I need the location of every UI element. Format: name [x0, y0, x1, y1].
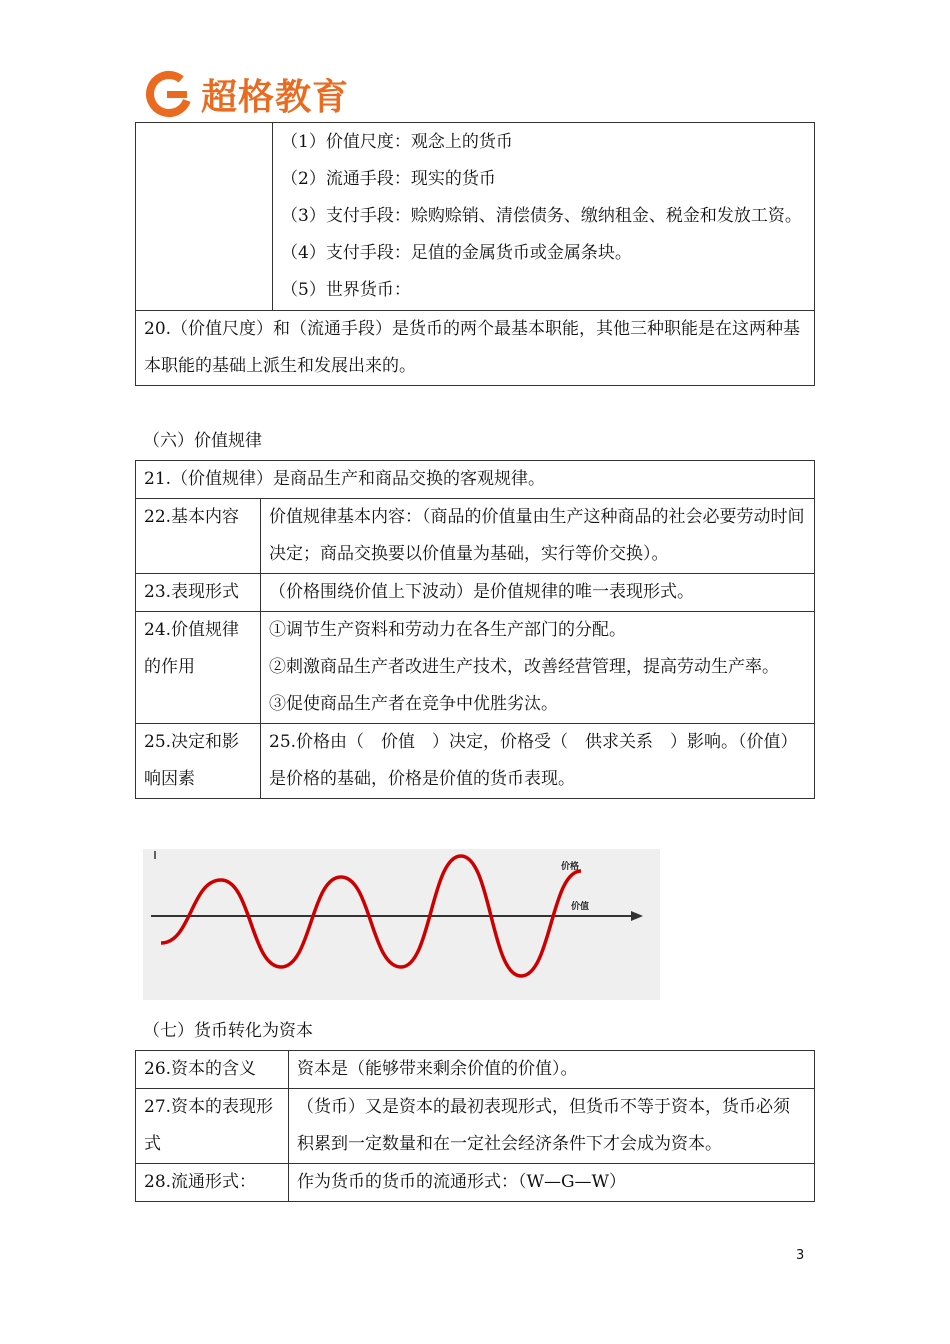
content-line: ②刺激商品生产者改进生产技术，改善经营管理，提高劳动生产率。 [269, 657, 779, 677]
row-content: 资本是（能够带来剩余价值的价值）。 [289, 1051, 815, 1089]
table-row [136, 123, 815, 311]
table-row [136, 612, 815, 724]
value-law-table [135, 460, 815, 799]
row-label: 23.表现形式 [136, 574, 261, 612]
row-label: 25.决定和影响因素 [136, 724, 261, 799]
price-value-chart [143, 849, 660, 1000]
row-label: 27.资本的表现形式 [136, 1089, 289, 1164]
series-label-price: 价格 [561, 862, 580, 872]
row-content [261, 499, 815, 574]
section-title: （六）价值规律 [143, 431, 262, 451]
table-row [136, 461, 815, 499]
row21-cell: 21.（价值规律）是商品生产和商品交换的客观规律。 [136, 461, 815, 499]
row-content [261, 574, 815, 612]
row-label: 24.价值规律的作用 [136, 612, 261, 724]
axis-arrow-head [631, 911, 643, 921]
section-title: （七）货币转化为资本 [143, 1021, 313, 1041]
list-item: （4）支付手段：足值的金属货币或金属条块。 [281, 243, 632, 263]
row-label: 26.资本的含义 [136, 1051, 289, 1089]
row-content [261, 612, 815, 724]
row-label: 28.流通形式： [136, 1164, 289, 1202]
table-row [136, 724, 815, 799]
list-item: （5）世界货币： [281, 280, 411, 300]
content-line: 25.价格由（ 价值 ）决定，价格受（ 供求关系 ）影响。（价值）是价格的基础，价格是价值的货币表现。 [269, 732, 798, 789]
row-content [261, 724, 815, 799]
list-item: （3）支付手段：赊购赊销、清偿债务、缴纳租金、税金和发放工资。 [281, 206, 802, 226]
brand-logo [145, 70, 349, 118]
baseline-label-value: 价值 [571, 902, 590, 912]
row-content: （货币）又是资本的最初表现形式，但货币不等于资本，货币必须积累到一定数量和在一定社会经济条件下才会成为资本。 [289, 1089, 815, 1164]
table-row [136, 1051, 815, 1089]
row-content: 作为货币的货币的流通形式：（W—G—W） [289, 1164, 815, 1202]
content-line: ①调节生产资料和劳动力在各生产部门的分配。 [269, 620, 626, 640]
content-line: 价值规律基本内容：（商品的价值量由生产这种商品的社会必要劳动时间决定；商品交换要以价值量为基础，实行等价交换）。 [269, 507, 805, 564]
row20-cell: 20.（价值尺度）和（流通手段）是货币的两个最基本职能，其他三种职能是在这两种基本职能的基础上派生和发展出来的。 [136, 311, 815, 386]
row-label: 22.基本内容 [136, 499, 261, 574]
empty-cell [136, 123, 273, 311]
content-line: ③促使商品生产者在竞争中优胜劣汰。 [269, 694, 558, 714]
capital-table [135, 1050, 815, 1202]
price-value-svg [143, 849, 660, 1000]
table-row [136, 1164, 815, 1202]
brand-name: 超格教育 [201, 76, 350, 118]
money-functions-table [135, 122, 815, 386]
table-row [136, 574, 815, 612]
brand-g-icon [145, 70, 193, 118]
table-row [136, 311, 815, 386]
functions-cell [273, 123, 815, 311]
table-row [136, 1089, 815, 1164]
table-row [136, 499, 815, 574]
content-line: （价格围绕价值上下波动）是价值规律的唯一表现形式。 [269, 582, 694, 602]
list-item: （1）价值尺度：观念上的货币 [281, 132, 513, 152]
list-item: （2）流通手段：现实的货币 [281, 169, 496, 189]
page-number: 3 [796, 1248, 805, 1263]
